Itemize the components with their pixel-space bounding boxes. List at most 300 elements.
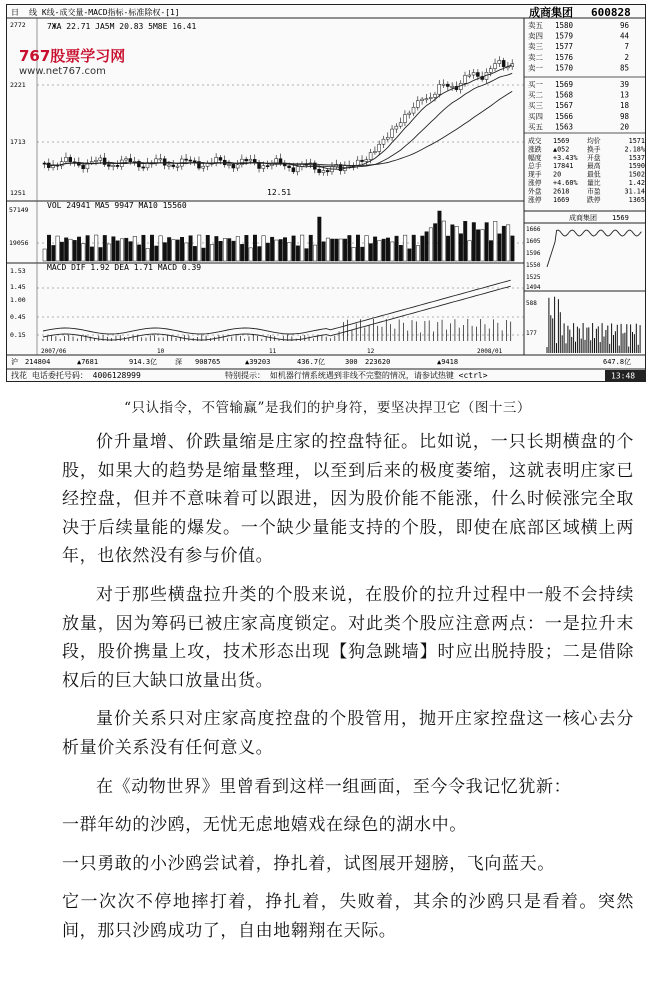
candle [185, 159, 188, 160]
volume-bar [155, 246, 158, 261]
volume-bar [266, 243, 269, 261]
paragraph: 它一次次不停地摔打着，挣扎着，失败着，其余的沙鸥只是看着。突然间，那只沙鸥成功了，自由地翱翔在天际。 [62, 892, 634, 941]
paragraph: 价升量增、价跌量缩是庄家的控盘特征。比如说，一只长期横盘的个股，如果大的趋势是缩量整理，以至到后来的极度萎缩，这就表明庄家已经控盘，但并不意味着可以跟进，因为股价能不能涨，什么时候涨完全取决于后续量能的爆发。一个缺少量能支持的个股，即使在底部区域横上两年，也依然没有参与价值。 [62, 432, 634, 567]
candle [193, 161, 196, 162]
volume-bar [223, 238, 226, 261]
volume-bar [305, 249, 308, 261]
low-price-marker: 12.51 [267, 188, 292, 197]
volume-bar [429, 228, 432, 261]
volume-bar [94, 235, 97, 261]
order-book-price: 1580 [555, 21, 574, 30]
order-book-price: 1577 [555, 42, 574, 52]
volume-bar [43, 249, 46, 261]
mini-chart-price: 1569 [612, 214, 629, 222]
quote-label: 量比 [587, 179, 601, 187]
candle [403, 115, 406, 123]
macd-level-label: 1.45 [10, 283, 26, 291]
volume-bar [258, 247, 261, 261]
date-axis [41, 348, 503, 355]
price-level-label: 1251 [10, 189, 26, 197]
candle [215, 157, 218, 162]
quote-label: 涨停 [528, 195, 542, 204]
candle [69, 157, 72, 161]
candle [438, 84, 441, 94]
volume-bar [421, 236, 424, 261]
volume-bar [137, 245, 140, 261]
mini-chart-title: 成商集团 [569, 214, 597, 222]
volume-bar [219, 241, 222, 261]
macd-level-label: 0.45 [10, 313, 26, 321]
order-book-label: 买四 [528, 111, 543, 121]
macd-level-label: 1.00 [10, 296, 26, 304]
volume-bar [90, 247, 93, 261]
candle [451, 86, 454, 87]
candle [94, 160, 97, 161]
volume-bar [133, 236, 136, 261]
quote-value: 1571 [628, 137, 645, 145]
volume-bar [378, 240, 381, 261]
volume-bar [382, 239, 385, 261]
quote-label: 成交 [528, 137, 542, 145]
candle [412, 107, 415, 113]
quote-table [528, 136, 645, 204]
candle [125, 159, 128, 161]
volume-bar [442, 221, 445, 261]
volume-info-row: VOL 24941 MA5 9947 MA10 15560 [47, 201, 187, 210]
volume-bar [236, 237, 239, 261]
candle [433, 94, 436, 97]
volume-bar [288, 242, 291, 261]
volume-bar [309, 235, 312, 261]
candle [236, 165, 239, 168]
quote-label: 开盘 [587, 153, 601, 162]
volume-bar [180, 237, 183, 261]
volume-bar [468, 241, 471, 261]
candle [219, 157, 222, 160]
ma-line-long [45, 91, 513, 165]
candle [373, 151, 376, 152]
volume-bar [296, 246, 299, 261]
candle [489, 69, 492, 73]
volume-bar [82, 243, 85, 261]
volume-level-label: 57149 [9, 206, 29, 214]
volume-bar [47, 235, 50, 261]
quote-value: 1502 [628, 170, 645, 179]
status-bar-value: 436.7亿 [297, 358, 326, 366]
status-bar-value: 300 [345, 358, 358, 366]
volume-axis [9, 206, 29, 247]
volume-level-label: 19056 [9, 239, 29, 247]
volume-bar [60, 242, 63, 261]
volume-bar [77, 237, 80, 261]
price-level-label: 2221 [10, 81, 26, 89]
volume-bar [313, 245, 316, 261]
volume-bar [489, 241, 492, 261]
quote-label: 最低 [587, 170, 601, 179]
order-book-volume: 18 [619, 101, 629, 111]
candle [228, 164, 231, 165]
candle [288, 166, 291, 168]
volume-bar [129, 242, 132, 261]
volume-bar [176, 240, 179, 261]
stock-name: 成商集团 [529, 6, 573, 19]
volume-bar [451, 225, 454, 261]
volume-bar [163, 243, 166, 261]
site-logo-url: www.net767.com [19, 66, 106, 77]
candle [318, 169, 321, 172]
volume-bar [283, 238, 286, 261]
volume-bar [270, 237, 273, 261]
volume-bar [185, 243, 188, 261]
candle [472, 73, 475, 75]
order-book-label: 卖二 [528, 52, 543, 62]
volume-bar [232, 241, 235, 261]
paragraph: 一群年幼的沙鸥，无忧无虑地嬉戏在绿色的湖水中。 [62, 815, 467, 836]
volume-bar [279, 239, 282, 261]
volume-bar [262, 236, 265, 261]
quote-label: 外盘 [528, 187, 542, 196]
status-bar-value: 908765 [195, 358, 221, 366]
macd-info-row: MACD DIF 1.92 DEA 1.71 MACD 0.39 [47, 263, 202, 272]
volume-bar [193, 246, 196, 261]
volume-bar [369, 244, 372, 261]
volume-bar [120, 239, 123, 261]
quote-label: 总手 [528, 162, 542, 171]
macd-histogram [43, 319, 511, 341]
volume-bar [373, 237, 376, 261]
order-book-volume: 13 [619, 90, 629, 100]
volume-bar [326, 238, 329, 261]
quote-value: 1.42 [628, 179, 645, 187]
status-bar-value: ▲39203 [245, 358, 271, 366]
candle [99, 158, 102, 160]
mini-level-label: 1550 [526, 262, 541, 269]
price-level-label: 2772 [10, 21, 26, 29]
paragraph: 对于那些横盘拉升类的个股来说，在股价的拉升过程中一般不会持续放量，因为筹码已被庄家高度锁定。对此类个股应注意两点：一是拉升末段，股价携量上攻，技术形态出现【狗急跳墙】时应出脱持股；二是借除权后的巨大缺口放量出货。 [62, 584, 634, 691]
status-bar-value: ▲7681 [77, 358, 99, 366]
volume-bar [356, 235, 359, 261]
volume-bar [318, 217, 321, 261]
volume-bar [498, 234, 501, 261]
volume-bar [228, 239, 231, 261]
candle [429, 97, 432, 98]
candle [502, 60, 505, 66]
candle [421, 99, 424, 101]
volume-bar [511, 236, 514, 261]
bottom-bar-right: 特别提示： 如机器行情系统遇到非线不完整的情况，请参试热键 <ctrl> [225, 371, 488, 380]
candle [189, 160, 192, 161]
volume-bar [150, 235, 153, 261]
volume-bar [73, 240, 76, 261]
candle [442, 84, 445, 85]
mini-level-label: 1605 [526, 238, 541, 245]
article-body [62, 428, 634, 946]
stock-code: 600828 [591, 6, 631, 19]
order-book-volume: 20 [619, 122, 629, 132]
macd-dea-line [43, 286, 511, 340]
candle [266, 166, 269, 167]
candle [245, 159, 248, 161]
candle [163, 159, 166, 166]
volume-bar [206, 235, 209, 261]
volume-bar [416, 246, 419, 261]
volume-bar [240, 244, 243, 261]
candle [382, 139, 385, 144]
volume-bar [481, 230, 484, 261]
quote-label: 跌停 [587, 195, 601, 204]
mini-level-label: 1596 [526, 250, 541, 257]
candle [322, 170, 325, 172]
status-bar-value: 深 [175, 358, 182, 366]
candle [408, 113, 411, 114]
candle [60, 162, 63, 166]
volume-bar [210, 245, 213, 261]
quote-value: +3.43% [553, 153, 578, 162]
mini-chart-axis [526, 226, 541, 291]
date-label: 12 [367, 348, 375, 355]
chart-mode-label: 日 [11, 8, 19, 17]
mini-level-label: 1666 [526, 226, 541, 233]
quote-value: 1669 [553, 195, 570, 204]
volume-bar [197, 235, 200, 261]
volume-bar [399, 245, 402, 261]
volume-bar [391, 242, 394, 261]
candle [249, 159, 252, 161]
volume-bar [125, 238, 128, 261]
macd-level-label: 0.15 [10, 331, 26, 339]
volume-bar [112, 237, 115, 261]
candle [391, 129, 394, 137]
date-label: 11 [269, 348, 277, 355]
candle [167, 165, 170, 166]
volume-bars [43, 211, 514, 261]
candle [476, 73, 479, 77]
quote-label: 均价 [587, 137, 601, 145]
status-bar-value: 223620 [365, 358, 391, 366]
quote-label: 市盈 [587, 187, 601, 196]
candle [399, 123, 402, 127]
quote-value: 1569 [553, 137, 570, 145]
macd-axis [10, 267, 26, 339]
candle [202, 166, 205, 168]
volume-bar [322, 242, 325, 261]
status-bar-value: 沪 [11, 358, 18, 366]
volume-bar [425, 232, 428, 261]
volume-bar [202, 248, 205, 261]
candle [176, 166, 179, 167]
volume-bar [502, 226, 505, 261]
volume-bar [464, 221, 467, 261]
volume-bar [343, 239, 346, 261]
candle [292, 168, 295, 172]
volume-bar [69, 239, 72, 261]
main-info-row: 7ЖA 22.71 JA5M 20.83 5M8E 16.41 [47, 22, 197, 31]
candle [64, 157, 67, 161]
quote-value: 1590 [628, 162, 645, 171]
volume-bar [403, 235, 406, 261]
order-book-label: 卖五 [528, 21, 543, 30]
candle [90, 162, 93, 163]
status-bar-value: 647.8亿 [603, 358, 632, 366]
quote-value: ▲052 [553, 145, 570, 154]
volume-bar [352, 247, 355, 261]
mini-level-label: 1525 [526, 274, 541, 281]
order-book-label: 买三 [528, 101, 543, 111]
order-book-label: 卖三 [528, 42, 543, 52]
candle [232, 164, 235, 168]
site-logo-title: 767股票学习网 [19, 47, 126, 65]
candle [155, 159, 158, 163]
volume-bar [103, 235, 106, 261]
volume-bar [472, 223, 475, 261]
candle [262, 166, 265, 169]
quote-label: 换手 [587, 145, 601, 154]
quote-value: +4.60% [553, 179, 578, 187]
order-book-label: 卖一 [528, 63, 543, 73]
volume-bar [107, 244, 110, 261]
volume-bar [339, 239, 342, 261]
volume-bar [361, 247, 364, 261]
volume-bar [249, 248, 252, 261]
candle [446, 84, 449, 86]
mini-volume-label: 177 [526, 330, 537, 337]
order-book-volume: 96 [619, 21, 629, 30]
quote-value: 2618 [553, 187, 570, 196]
figure-caption: “只认指令，不管输赢”是我们的护身符，要坚决捍卫它（图十三） [124, 400, 531, 416]
volume-bar [116, 241, 119, 261]
candle [107, 165, 110, 167]
volume-bar [292, 236, 295, 261]
candle [326, 170, 329, 171]
order-book-volume: 7 [624, 42, 629, 52]
volume-bar [56, 236, 59, 261]
date-label: 10 [157, 348, 165, 355]
volume-bar [189, 236, 192, 261]
quote-label: 幅度 [528, 153, 542, 162]
order-book-volume: 39 [619, 80, 629, 89]
volume-bar [86, 236, 89, 261]
quote-value: 31.14 [624, 187, 645, 196]
mini-level-label: 1494 [526, 284, 541, 291]
volume-bar [300, 235, 303, 261]
market-status-bar [11, 357, 631, 366]
volume-bar [99, 247, 102, 261]
ma-line-mid [45, 73, 513, 167]
order-book-price: 1579 [555, 31, 574, 41]
volume-bar [395, 236, 398, 261]
mini-volume-label: 588 [526, 300, 537, 307]
order-book-price: 1566 [555, 111, 574, 121]
volume-bar [386, 238, 389, 261]
volume-bar [142, 235, 145, 261]
candle [498, 60, 501, 63]
quote-label: 最高 [587, 162, 601, 171]
volume-bar [330, 239, 333, 261]
volume-bar [245, 235, 248, 261]
candle [395, 126, 398, 129]
volume-bar [215, 236, 218, 261]
volume-bar [275, 240, 278, 261]
volume-bar [408, 249, 411, 261]
candle [365, 160, 368, 162]
quote-value: 17841 [553, 162, 574, 171]
volume-bar [167, 237, 170, 261]
site-logo [19, 45, 125, 77]
volume-bar [506, 225, 509, 261]
volume-bar [494, 221, 497, 261]
quote-label: 现手 [528, 170, 542, 179]
order-book-price: 1568 [555, 90, 574, 100]
volume-bar [146, 248, 149, 261]
volume-bar [438, 211, 441, 261]
volume-bar [476, 230, 479, 261]
status-bar-value: 914.3亿 [129, 358, 158, 366]
candle [425, 99, 428, 100]
order-book-volume: 85 [619, 63, 629, 73]
volume-bar [348, 235, 351, 261]
candle [494, 64, 497, 69]
macd-level-label: 1.53 [10, 267, 26, 275]
order-book-label: 买一 [528, 80, 543, 89]
volume-bar [253, 235, 256, 261]
candle [142, 167, 145, 168]
quote-label: 涨跌 [528, 145, 542, 154]
candle [159, 159, 162, 160]
price-level-label: 1713 [10, 138, 26, 146]
date-label: 2007/06 [41, 348, 67, 355]
quote-label: 涨停 [528, 179, 542, 187]
candle [296, 167, 299, 172]
volume-bar [446, 236, 449, 261]
chart-header-title: 线 K线-成交量-MACD指标-标准除权-[1] [29, 8, 180, 17]
candle [464, 75, 467, 83]
bottom-bar-left: 找花 电话委托号码： 4006128999 [11, 371, 141, 380]
volume-bar [485, 223, 488, 261]
mini-volume-bars [526, 297, 640, 353]
candle [356, 160, 359, 165]
mini-price-line [547, 230, 641, 267]
order-book-volume: 44 [619, 31, 629, 41]
volume-bar [64, 238, 67, 261]
candle [112, 165, 115, 166]
date-label: 2008/01 [477, 348, 503, 355]
candle [468, 75, 471, 76]
paragraph: 量价关系只对庄家高度控盘的个股管用，抛开庄家控盘这一核心去分析量价关系没有任何意义。 [62, 709, 634, 758]
status-bar-value: 214804 [25, 358, 51, 366]
paragraph: 在《动物世界》里曾看到这样一组画面，至今令我记忆犹新： [96, 776, 572, 797]
order-book-label: 买二 [528, 90, 543, 100]
order-book-price: 1576 [555, 52, 574, 62]
status-bar-value: ▲9418 [437, 358, 459, 366]
volume-bar [459, 234, 462, 261]
order-book-volume: 2 [624, 52, 629, 62]
quote-value: 20 [553, 170, 562, 179]
volume-bar [433, 224, 436, 261]
ma-line-short [45, 65, 513, 170]
volume-bar [365, 235, 368, 261]
candle [82, 165, 85, 168]
quote-value: 2.18% [624, 145, 645, 154]
candle [116, 165, 119, 166]
candle [129, 159, 132, 162]
volume-bar [412, 235, 415, 261]
order-book-price: 1567 [555, 101, 574, 111]
clock: 13:48 [611, 371, 636, 381]
candle [386, 137, 389, 139]
candle [369, 153, 372, 160]
candle [416, 101, 419, 108]
volume-bar [52, 245, 55, 261]
